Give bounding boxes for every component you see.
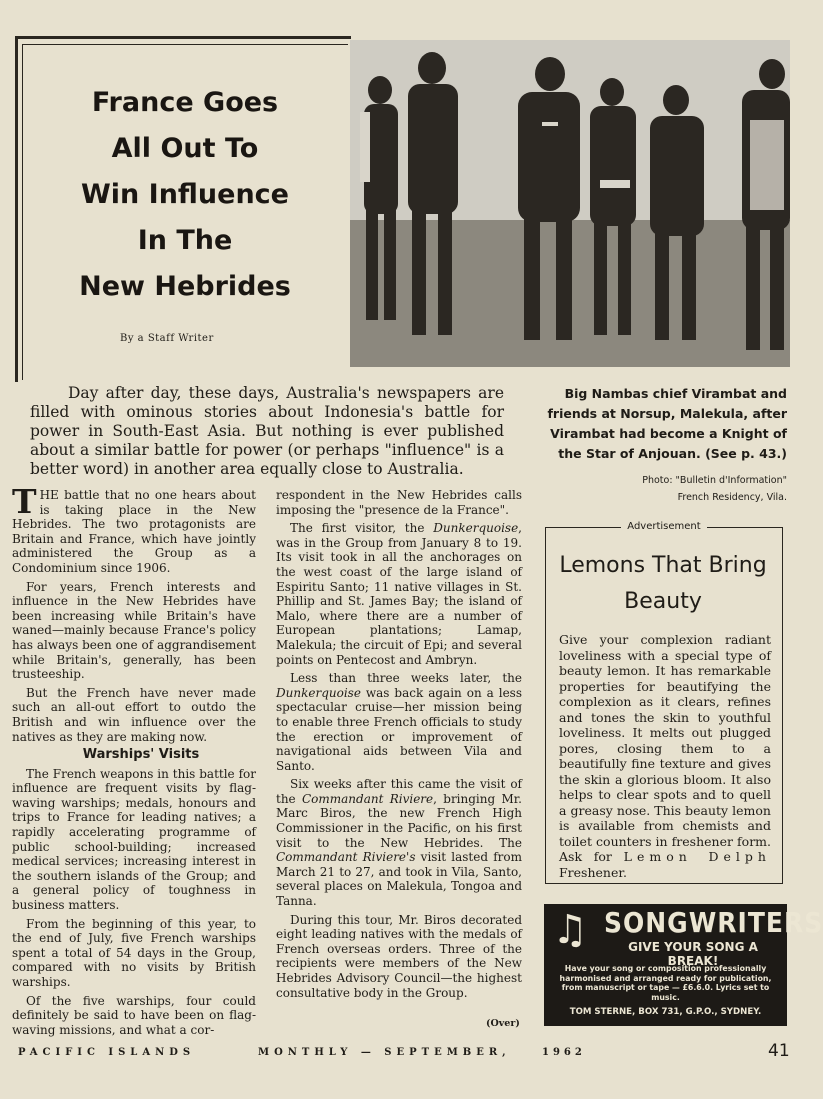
ad-title <box>547 548 779 620</box>
ad-body <box>559 632 771 880</box>
article-paragraph <box>12 482 256 576</box>
advertisement-label: Advertisement <box>621 521 706 532</box>
ad-brand: Lemon Delph <box>623 849 771 864</box>
article-paragraph <box>276 521 522 667</box>
page-footer <box>18 1047 758 1058</box>
songwriters-address: TOM STERNE, BOX 731, G.P.O., SYDNEY. <box>569 1007 762 1017</box>
title-rule-vertical <box>22 44 23 380</box>
footer-issue: MONTHLY — SEPTEMBER, <box>258 1047 511 1058</box>
songwriters-title: SONGWRITERS <box>604 906 823 939</box>
photo-credit <box>560 472 787 506</box>
music-note-icon: ♫ <box>552 907 588 953</box>
advertisement-label-wrap <box>545 521 783 532</box>
photo-caption: Big Nambas chief Virambat and friends at Norsup, Malekula, after Virambat had become a Knight of the Star of Anjouan. (See p. 43.) <box>547 386 787 461</box>
article-paragraph: For years, French interests and influence in the New Hebrides have been increasing while Britain's have waned—mainly because France's policy has always been one of aggrandisement while Britain's, generally, has been trusteeship. <box>12 579 256 682</box>
drop-cap: T <box>12 482 37 521</box>
headline-line: New Hebrides <box>79 271 291 302</box>
photo-credit-line: Photo: "Bulletin d'Information" <box>642 475 787 486</box>
headline-line: In The <box>137 225 233 256</box>
ship-name: Commandant Riviere <box>301 791 434 806</box>
photo-men-on-beach <box>350 40 790 367</box>
article-paragraph <box>276 671 522 773</box>
text-run: The first visitor, the <box>290 521 434 536</box>
text-run: Less than three weeks later, the <box>290 671 522 686</box>
text-run: Six weeks after this came the visit of the <box>276 777 522 806</box>
ad-title-line: Lemons That Bring <box>559 553 767 578</box>
article-paragraph <box>276 777 522 908</box>
subheading: Warships' Visits <box>82 747 200 763</box>
ad-body-end: Freshener. <box>559 864 627 880</box>
text-run: visit lasted from March 21 to 27, and took in Vila, Santo, several places on Malekula, Tongoa and Tanna. <box>276 850 522 909</box>
ad-body-text: Give your complexion radiant loveliness with a special type of beauty lemon. It has remarkable properties for beautifying the complexion as it clears, refines and tones the skin to youthful loveliness. It melts out plugged pores, closing them to a beautifully fine texture and gives the skin a glorious bloom. It also helps to clear spots and to quell a greasy nose. This beauty lemon is available from chemists and toilet counters in freshener form. Ask for <box>559 632 771 864</box>
songwriters-body: Have your song or composition professionally harmonised and arranged ready for publication, from manuscript or tape — £6.6.0. Lyrics set to music. <box>559 964 772 1002</box>
text-run: , was in the Group from January 8 to 19. Its visit took in all the anchorages on the west coast of the large island of Espiritu Santo; 11 native villages in St. Phillip and St. James Bay; the island of Malo, where there are a number of European plantations; Lamap, Malekula; the circuit of Epi; and several points on Pentecost and Ambryn. <box>276 521 522 667</box>
article-paragraph: Of the five warships, four could definitely be said to have been on flag-waving missions, and what a cor- <box>12 993 256 1037</box>
article-paragraph: respondent in the New Hebrides calls imposing the "presence de la France". <box>276 488 522 517</box>
ship-name: Dunkerquoise <box>433 521 519 536</box>
text-run: was back again on a less spectacular cruise—her mission being to enable three French officials to study the erection or improvement of navigational aids between Vila and Santo. <box>276 685 522 773</box>
headline <box>40 80 330 310</box>
headline-line: Win Influence <box>80 179 289 210</box>
ship-name: Commandant Riviere's <box>276 850 416 865</box>
page-number: 41 <box>768 1041 790 1061</box>
article-column-2 <box>276 488 522 1004</box>
footer-year: 1962 <box>542 1047 586 1058</box>
article-column-1 <box>12 482 256 1041</box>
headline-line: All Out To <box>111 133 259 164</box>
article-paragraph: From the beginning of this year, to the end of July, five French warships spent a total of 54 days in the Group, compared with no visits by British warships. <box>12 916 256 989</box>
article-paragraph: The French weapons in this battle for influence are frequent visits by flag-waving warships; medals, honours and trips to France for leading natives; a rapidly accelerating programme of public school-building; increased medical services; increasing interest in the southern islands of the Group; and a general policy of toughness in business matters. <box>12 766 256 913</box>
footer-magazine: PACIFIC ISLANDS <box>18 1047 196 1058</box>
byline: By a Staff Writer <box>120 333 214 344</box>
article-paragraph: During this tour, Mr. Biros decorated eight leading natives with the medals of French overseas orders. Three of the recipients were members of the New Hebrides Advisory Council—the highest consultative body in the Group. <box>276 912 522 1000</box>
songwriters-subtitle: GIVE YOUR SONG A BREAK! <box>628 940 758 968</box>
songwriters-ad <box>544 904 823 1026</box>
title-rule <box>22 44 348 45</box>
intro-paragraph: Day after day, these days, Australia's newspapers are filled with ominous stories about Indonesia's battle for power in South-East Asia. But nothing is ever published about a similar battle for power (or perhaps "influence" is a better word) in another area equally close to Australia. <box>30 384 504 478</box>
continued-marker: (Over) <box>486 1018 520 1029</box>
ad-title-line: Beauty <box>624 589 702 614</box>
headline-line: France Goes <box>91 87 279 118</box>
photo-credit-line: French Residency, Vila. <box>677 492 787 503</box>
photo-illustration <box>350 40 790 367</box>
ship-name: Dunkerquoise <box>276 685 361 700</box>
article-paragraph: But the French have never made such an all-out effort to outdo the British and win influence over the natives as they are making now. <box>12 685 256 744</box>
paragraph-text: HE battle that no one hears about is taking place in the New Hebrides. The two protagonists are Britain and France, which have jointly administered the Group as a Condominium since 1906. <box>12 488 256 575</box>
text-run: , bringing Mr. Marc Biros, the new French High Commissioner in the Pacific, on his first visit to the New Hebrides. The <box>276 791 522 850</box>
